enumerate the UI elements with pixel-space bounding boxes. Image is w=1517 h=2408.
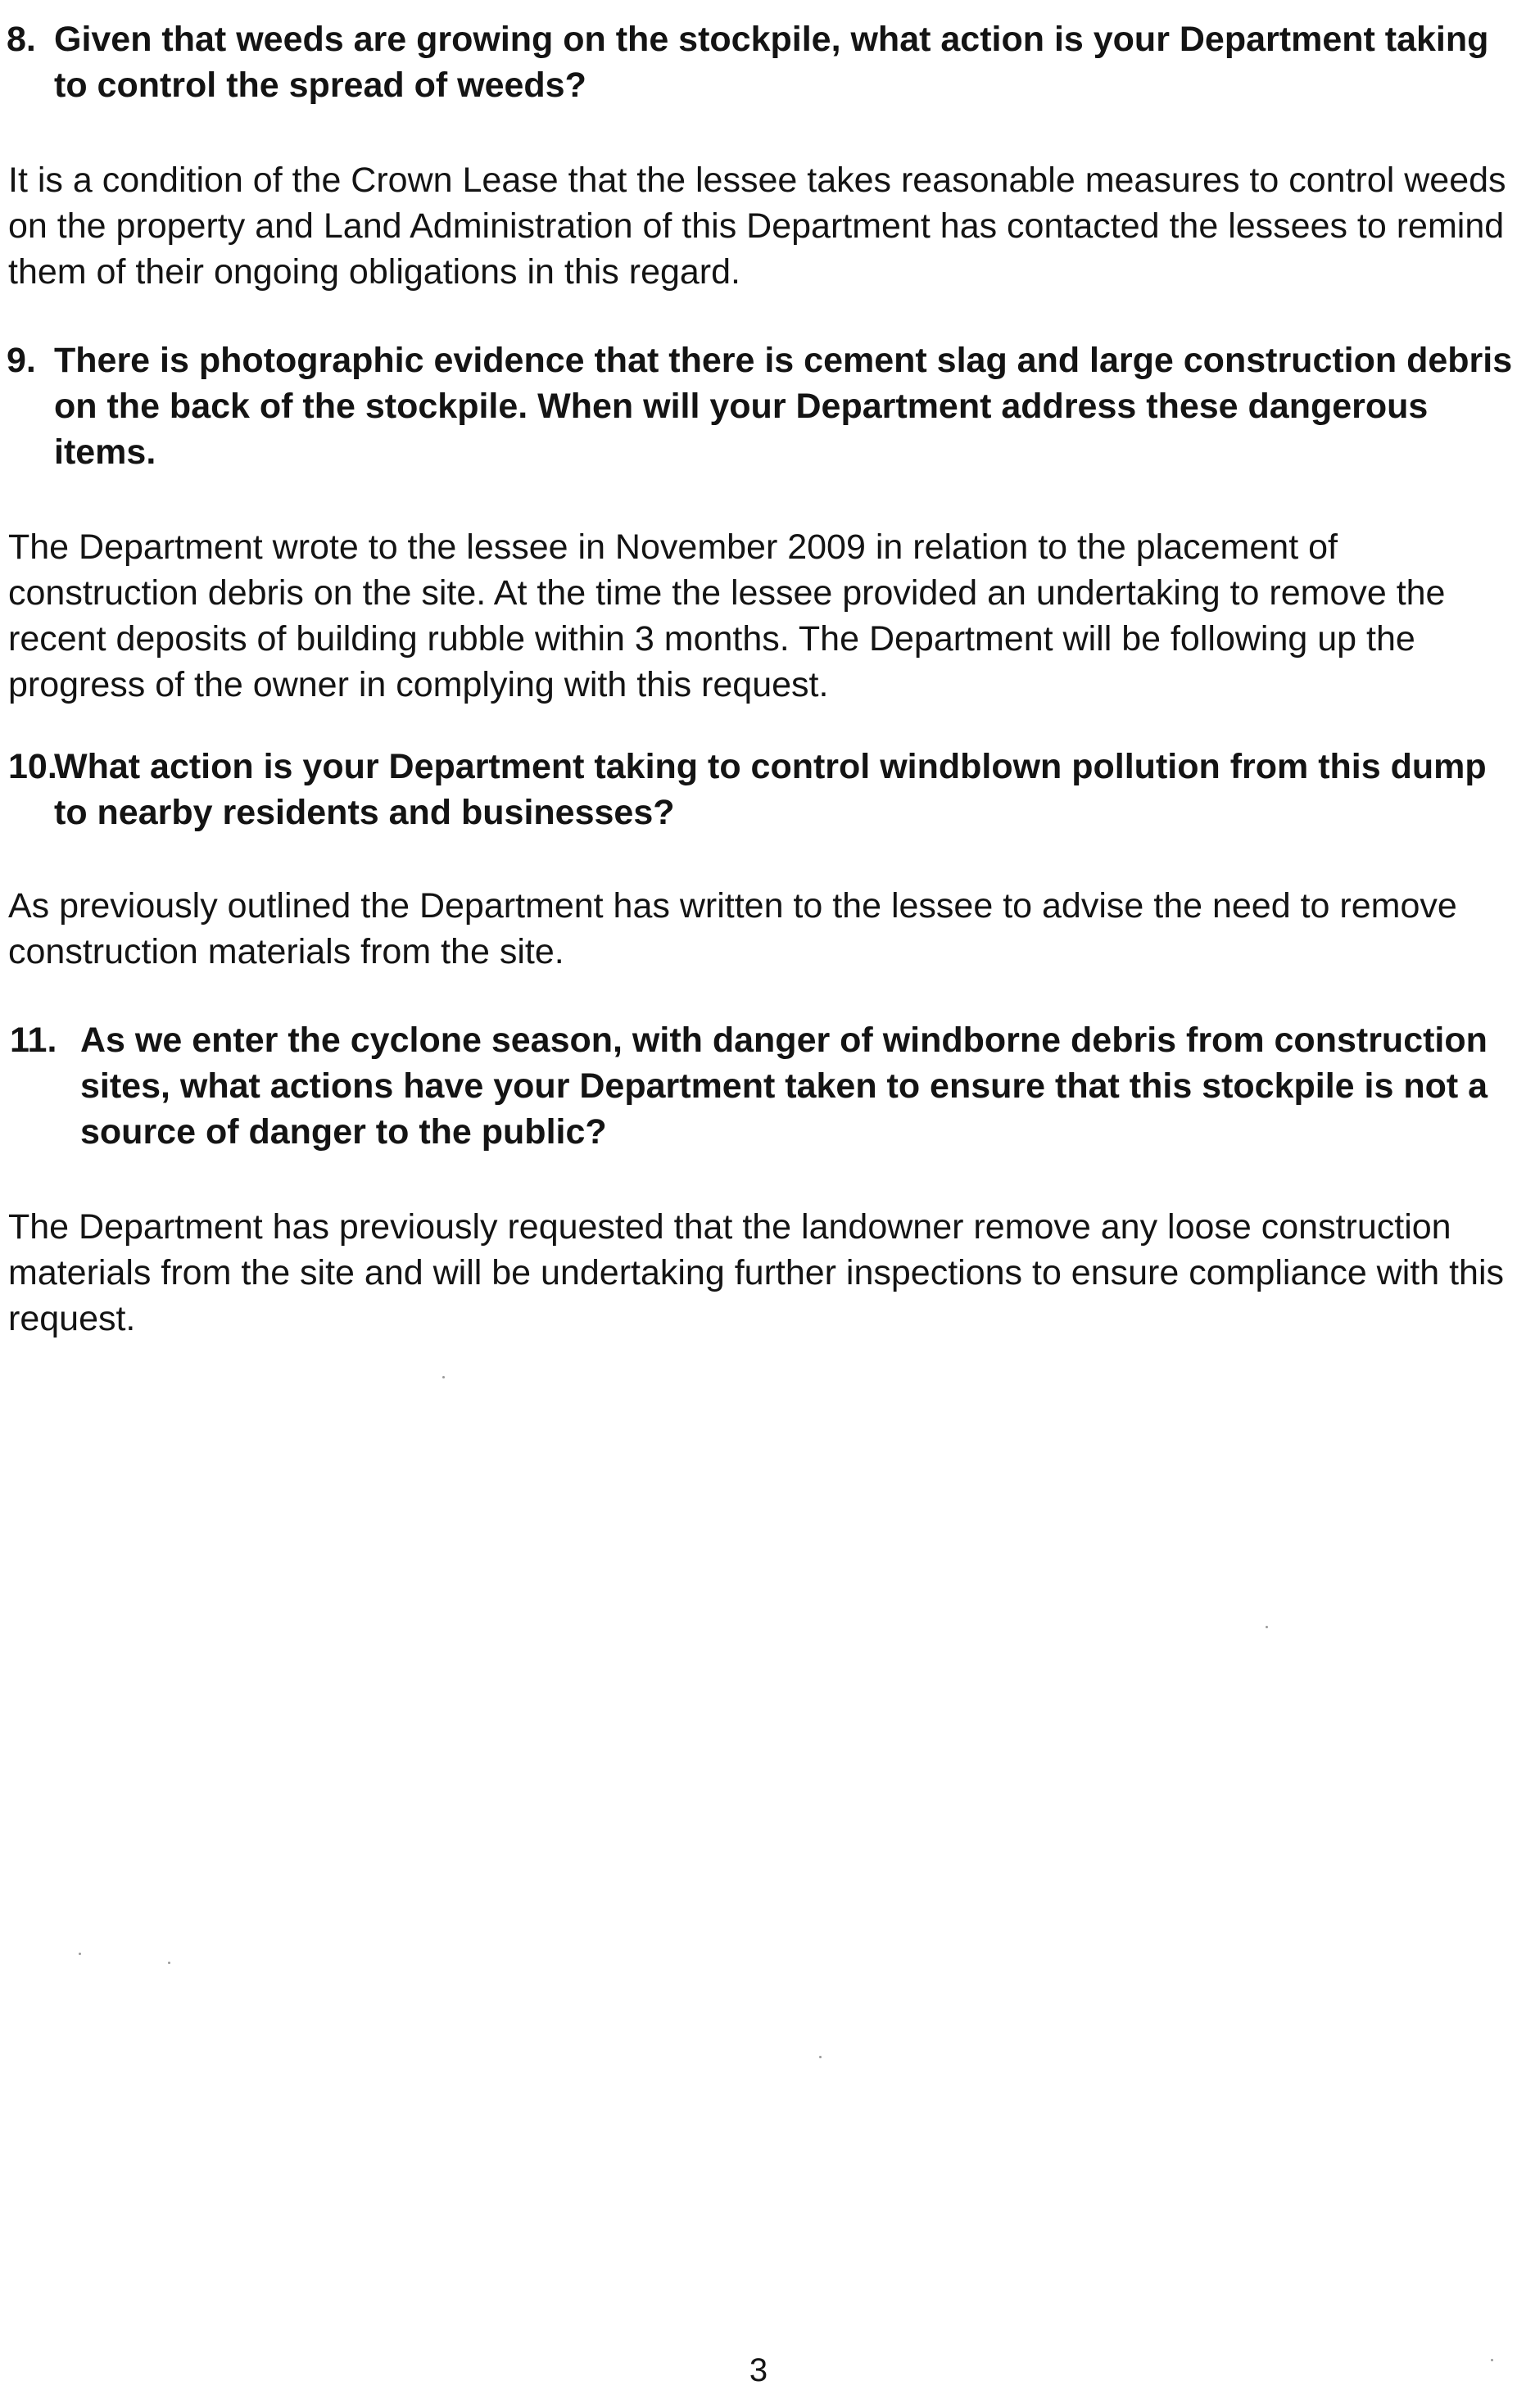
answer-10: As previously outlined the Department has written to the lessee to advise the need to remove construction materials from the site. bbox=[8, 886, 1457, 971]
scan-speck bbox=[79, 1953, 81, 1955]
question-text: There is photographic evidence that there is cement slag and large construction debris on the back of the stockpile. When will your Department address these dangerous items. bbox=[54, 341, 1513, 472]
question-9 bbox=[0, 337, 1517, 475]
scan-speck bbox=[1266, 1626, 1268, 1628]
scan-speck bbox=[168, 1962, 170, 1964]
scan-speck bbox=[442, 1376, 445, 1378]
answer-11: The Department has previously requested that the landowner remove any loose construction materials from the site and will be undertaking further inspections to ensure compliance with this request. bbox=[8, 1207, 1505, 1338]
question-number: 8. bbox=[7, 20, 36, 59]
qa-item-11 bbox=[0, 1017, 1517, 1342]
qa-item-8 bbox=[0, 16, 1517, 295]
question-text: What action is your Department taking to control windblown pollution from this dump to nearby residents and businesses? bbox=[54, 747, 1487, 832]
answer-9: The Department wrote to the lessee in November 2009 in relation to the placement of construction debris on the site. At the time the lessee provided an undertaking to remove the recent deposits of building rubble within 3 months. The Department will be following up the progress of the owner in complying with this request. bbox=[8, 527, 1446, 704]
qa-item-10 bbox=[0, 744, 1517, 975]
question-text: Given that weeds are growing on the stockpile, what action is your Department taking to control the spread of weeds? bbox=[54, 20, 1489, 105]
qa-item-9 bbox=[0, 337, 1517, 708]
question-8 bbox=[0, 16, 1517, 108]
question-text: As we enter the cyclone season, with danger of windborne debris from construction sites, what actions have your Department taken to ensure that this stockpile is not a source of danger to the public? bbox=[80, 1021, 1488, 1152]
question-11 bbox=[0, 1017, 1517, 1155]
scan-speck bbox=[819, 2056, 822, 2058]
question-number: 9. bbox=[7, 341, 36, 380]
question-10 bbox=[0, 744, 1517, 835]
question-number: 10. bbox=[8, 747, 57, 786]
answer-8: It is a condition of the Crown Lease that the lessee takes reasonable measures to control weeds on the property and Land Administration of this Department has contacted the lessees to remind them of their ongoing obligations in this regard. bbox=[8, 161, 1506, 292]
page-number: 3 bbox=[749, 2352, 768, 2388]
question-number: 11. bbox=[10, 1021, 57, 1060]
scan-speck bbox=[1491, 2359, 1493, 2361]
